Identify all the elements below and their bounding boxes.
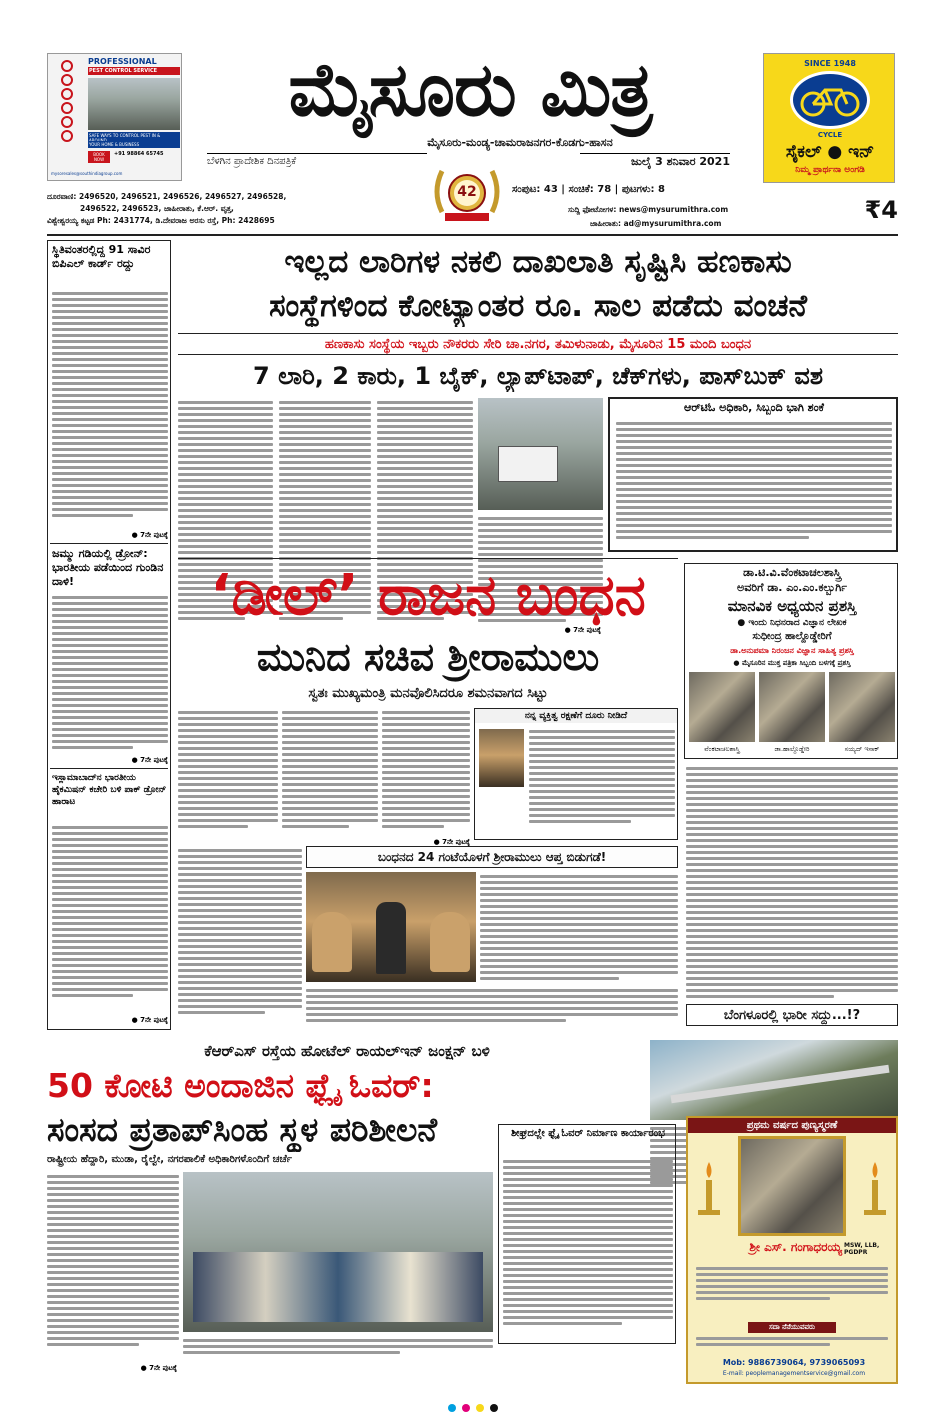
color-registration-bar <box>350 1404 595 1412</box>
obit-name: ಶ್ರೀ ಎಸ್. ಗಂಗಾಧರಯ್ಯ <box>749 1240 842 1254</box>
masthead-phones-1: ದೂರವಾಣಿ: 2496520, 2496521, 2496526, 2496527, 2496528, <box>47 192 287 201</box>
flyover-inspection-photo <box>183 1172 493 1332</box>
volume-info: ಸಂಪುಟ: 43 | ಸಂಚಿಕೆ: 78 | ಪುಟಗಳು: 8 <box>512 184 665 195</box>
deal-body-col2 <box>282 708 378 838</box>
no-pest-icon <box>61 130 73 142</box>
quote-headline: ನನ್ನ ವ್ಯಕ್ತಿತ್ವ ರಕ್ಷಣೆಗೆ ದೂರು ನೀಡಿದೆ <box>475 709 677 723</box>
rto-body <box>616 419 892 547</box>
drone-story-body <box>52 593 168 755</box>
flyover-sidebar <box>498 1124 676 1344</box>
award-line1: ಡಾ.ಟಿ.ವಿ.ವೆಂಕಟಾಚಲಶಾಸ್ತ್ರಿ <box>743 566 841 579</box>
quote-box <box>474 708 678 840</box>
lead-strap: ಹಣಕಾಸು ಸಂಸ್ಥೆಯ ಇಬ್ಬರು ನೌಕರರು ಸೇರಿ ಚಾ.ನಗರ, ತಮಿಳುನಾಡು, ಮೈಸೂರಿನ 15 ಮಂದಿ ಬಂಧನ <box>178 333 898 355</box>
anniversary-number: 42 <box>457 184 477 200</box>
lamp-left-icon <box>694 1158 724 1218</box>
caption-haldoddari: ಡಾ.ಹಾಲ್ದೊಡ್ಡೇರಿ <box>774 745 810 753</box>
flyover-headline-2: ಸಂಸದ ಪ್ರತಾಪ್‌ಸಿಂಹ ಸ್ಥಳ ಪರಿಶೀಲನೆ <box>47 1110 438 1149</box>
award-line4: ● ಇಂದು ನಿಧನರಾದ ವಿಜ್ಞಾನ ಲೇಖಕ <box>737 618 847 628</box>
flyover-headline-1: 50 ಕೋಟಿ ಅಂದಾಜಿನ ಫ್ಲೈ ಓವರ್: <box>47 1066 434 1105</box>
ad-line1: SAFE WAYS TO CONTROL PEST IN & <box>88 132 180 144</box>
rto-sidebar <box>608 397 898 552</box>
pest-control-ad[interactable] <box>47 53 182 181</box>
lead-headline-2: ಸಂಸ್ಥೆಗಳಿಂದ ಕೋಟ್ಯಾಂತರ ರೂ. ಸಾಲ ಪಡೆದು ವಂಚನೆ <box>269 288 807 324</box>
obit-family <box>696 1334 888 1354</box>
pak-drone-story-body <box>52 823 168 1013</box>
venkatachala-photo <box>689 672 755 742</box>
obit-email: E-mail: peoplemanagementservice@gmail.com <box>722 1370 866 1377</box>
deal-body-col1 <box>178 708 278 838</box>
person-shape <box>376 902 406 974</box>
caption-venkatachala: ವೆಂಕಟಾಚಲಶಾಸ್ತ್ರಿ <box>704 745 740 753</box>
flyover-body-col1 <box>47 1172 179 1362</box>
award-box <box>684 563 898 759</box>
left-rule-1 <box>50 543 168 544</box>
drone-headline: ಜಮ್ಮು ಗಡಿಯಲ್ಲಿ ಡ್ರೋನ್: ಭಾರತೀಯ ಪಡೆಯಿಂದ ಗುಂಡಿನ ದಾಳಿ! <box>52 547 164 588</box>
masthead-rule <box>47 234 898 236</box>
price: ₹4 <box>864 196 898 224</box>
bicycle-icon <box>793 74 867 126</box>
rto-headline: ಆರ್‌ಟಿಓ ಅಧಿಕಾರಿ, ಸಿಬ್ಬಂದಿ ಭಾಗಿ ಶಂಕೆ <box>684 401 824 414</box>
ad-phone: +91 98864 65745 <box>114 151 164 157</box>
award-body <box>686 764 898 1000</box>
flyover-photo-caption <box>183 1336 493 1360</box>
sriramulu-aide-photo <box>479 729 524 787</box>
left-rule-2 <box>50 768 168 769</box>
flyover-strap: ರಾಷ್ಟ್ರೀಯ ಹೆದ್ದಾರಿ, ಮುಡಾ, ರೈಲ್ವೇ, ನಗರಪಾಲಿಕೆ ಅಧಿಕಾರಿಗಳೊಂದಿಗೆ ಚರ್ಚೆ <box>47 1154 292 1165</box>
flyover-side-headline: ಶೀಘ್ರದಲ್ಲೇ ಫ್ಲೈ ಓವರ್ ನಿರ್ಮಾಣ ಕಾರ್ಯಾರಂಭ <box>511 1128 665 1139</box>
caption-syed: ಸಯ್ಯದ್ ಇಸಾಕ್ <box>844 745 880 753</box>
black-dot-icon <box>490 1404 498 1412</box>
cycle-since: SINCE 1948 <box>804 59 856 68</box>
lead-sub: 7 ಲಾರಿ, 2 ಕಾರು, 1 ಬೈಕ್, ಲ್ಯಾಪ್‌ಟಾಪ್, ಚೆಕ್‌ಗಳು, ಪಾಸ್‌ಬುಕ್ ವಶ <box>253 362 823 390</box>
masthead-regions: ಮೈಸೂರು-ಮಂಡ್ಯ-ಚಾಮರಾಜನಗರ-ಕೊಡಗು-ಹಾಸನ <box>427 136 613 149</box>
lead-photo-jeep <box>478 398 603 510</box>
release-body-col1 <box>480 872 678 982</box>
yellow-dot-icon <box>476 1404 484 1412</box>
lamp-right-icon <box>860 1158 890 1218</box>
ad-subtitle: PEST CONTROL SERVICE <box>88 67 180 75</box>
cycle-label: CYCLE <box>817 131 843 139</box>
masthead-tagline: ಬೆಳಗಿನ ಪ್ರಾದೇಶಿಕ ದಿನಪತ್ರಿಕೆ <box>207 153 427 167</box>
pak-continued: ● 7ನೇ ಪುಟಕ್ಕೆ <box>131 1016 168 1024</box>
bpl-headline: ಸ್ಥಿತಿವಂತರಲ್ಲಿದ್ದ 91 ಸಾವಿರ ಬಿಪಿಎಲ್ ಕಾರ್ಡ್ ರದ್ದು <box>52 243 151 270</box>
cyan-dot-icon <box>448 1404 456 1412</box>
deal-strap: ಸ್ವತಃ ಮುಖ್ಯಮಂತ್ರಿ ಮನವೊಲಿಸಿದರೂ ಶಮನವಾಗದ ಸಿಟ್ಟು <box>308 686 548 701</box>
drone-continued: ● 7ನೇ ಪುಟಕ್ಕೆ <box>131 756 168 764</box>
no-pest-icon <box>61 102 73 114</box>
anniversary-emblem <box>428 157 506 227</box>
ad-email: mysoresales@southindiagroup.com <box>51 171 123 176</box>
syed-isaq-photo <box>829 672 895 742</box>
ad-line2: YOUR HOME & BUSINESS <box>88 141 180 148</box>
award-line7: ● ಮೈಸೂರಿನ ಮುಕ್ತ ಪತ್ರಿಕಾ ಸಿಬ್ಬಂದಿ ಬಳಗಕ್ಕೆ ಪ್ರಶಸ್ತಿ <box>733 659 851 667</box>
officials-group-shape <box>193 1252 483 1322</box>
masthead-date: ಜುಲೈ 3 ಶನಿವಾರ 2021 <box>580 153 730 169</box>
award-line3: ಮಾನವಿಕ ಅಧ್ಯಯನ ಪ್ರಶಸ್ತಿ <box>727 597 857 615</box>
deal-sub: ಮುನಿದ ಸಚಿವ ಶ್ರೀರಾಮುಲು <box>256 635 600 679</box>
lion-statue-shape <box>312 912 352 972</box>
obit-footer: ಸದಾ ನೆನೆಯುವವರು <box>748 1322 836 1333</box>
book-now-button[interactable]: BOOK NOW <box>88 151 110 163</box>
masthead-phones-3: ವಿಶ್ವೇಶ್ವರಯ್ಯ ಕಟ್ಟಡ Ph: 2431774, ಡಿ.ದೇವರಾಜ ಅರಸು ರಸ್ತೆ, Ph: 2428695 <box>47 216 275 225</box>
flyover-aerial-photo <box>650 1040 898 1120</box>
release-photo-lions <box>306 872 476 982</box>
cycle-brand: ಸೈಕಲ್ ● ಇನ್ <box>785 142 875 162</box>
obit-title: ಪ್ರಥಮ ವರ್ಷದ ಪುಣ್ಯಸ್ಮರಣೆ <box>688 1118 896 1133</box>
deal-body-col3 <box>382 708 470 838</box>
release-body-col2 <box>306 986 678 1026</box>
release-headline: ಬಂಧನದ 24 ಗಂಟೆಯೊಳಗೆ ಶ್ರೀರಾಮುಲು ಆಪ್ತ ಬಿಡುಗಡೆ! <box>377 850 607 864</box>
ad-title: PROFESSIONAL <box>88 57 157 66</box>
issue: ಸಂಚಿಕೆ: 78 <box>568 184 612 195</box>
ad-email-line: ಜಾಹೀರಾತು: ad@mysurumithra.com <box>590 219 722 228</box>
masthead-phones-2: 2496522, 2496523, ಜಾಹೀರಾತು, ಕೆ.ಆರ್. ವೃತ್ತ, <box>80 204 234 213</box>
masthead-title: ಮೈಸೂರು ಮಿತ್ರ <box>288 47 652 133</box>
flyover-road-shape <box>671 1065 890 1104</box>
bpl-continued: ● 7ನೇ ಪುಟಕ್ಕೆ <box>131 531 168 539</box>
deal-body-col4 <box>178 846 302 1028</box>
haldoddari-photo <box>759 672 825 742</box>
bengaluru-headline: ಬೆಂಗಳೂರಲ್ಲಿ ಭಾರೀ ಸದ್ದು...!? <box>686 1004 898 1026</box>
jeep-shape <box>498 446 558 482</box>
no-pest-icon <box>61 60 73 72</box>
lion-statue-shape <box>430 912 470 972</box>
cycle-logo-icon <box>790 71 870 129</box>
pest-worker-photo <box>88 78 180 130</box>
award-line5: ಸುಧೀಂದ್ರ ಹಾಲ್ದೊಡ್ಡೇರಿಗೆ <box>752 631 832 642</box>
lead-continued: ● 7ನೇ ಪುಟಕ್ಕೆ <box>564 626 601 634</box>
quote-body <box>529 727 675 839</box>
deal-headline: ‘ಡೀಲ್’ ರಾಜನ ಬಂಧನ <box>210 563 646 628</box>
deal-continued: ● 7ನೇ ಪುಟಕ್ಕೆ <box>433 838 470 846</box>
flyover-side-body <box>503 1157 673 1341</box>
bpl-story-body <box>52 289 168 533</box>
left-column <box>47 240 171 1030</box>
cycle-ad[interactable] <box>763 53 895 183</box>
award-line2: ಅವರಿಗೆ ಡಾ. ಎಂ.ಎಂ.ಕಲ್ಬುರ್ಗಿ <box>736 581 847 594</box>
no-pest-icon <box>61 74 73 86</box>
no-pest-icon <box>61 88 73 100</box>
pest-icons <box>51 58 83 168</box>
volume: ಸಂಪುಟ: 43 <box>512 184 558 195</box>
release-box <box>306 846 678 868</box>
obit-degrees: MSW, LLB, PGDPR <box>844 1242 880 1256</box>
obit-body <box>696 1264 888 1320</box>
cycle-tag: ನಿಮ್ಮ ಪ್ರಾರ್ಥನಾ ಅಂಗಡಿ <box>795 165 865 175</box>
flyover-continued: ● 7ನೇ ಪುಟಕ್ಕೆ <box>140 1364 177 1372</box>
magenta-dot-icon <box>462 1404 470 1412</box>
flyover-kicker: ಕೆಆರ್‌ಎಸ್ ರಸ್ತೆಯ ಹೋಟೆಲ್ ರಾಯಲ್‌ಇನ್ ಜಂಕ್ಷನ್ ಬಳಿ <box>204 1042 490 1060</box>
obituary-ad[interactable] <box>686 1116 898 1384</box>
pak-drone-headline: ಇಸ್ಲಾಮಾಬಾದ್‌ನ ಭಾರತೀಯ ಹೈಕಮಿಷನ್ ಕಚೇರಿ ಬಳಿ ಪಾಕ್ ಡ್ರೋನ್ ಹಾರಾಟ <box>52 773 167 807</box>
news-email: ಸುದ್ದಿ ಫೋಟೋಗಳ: news@mysurumithra.com <box>568 205 729 214</box>
obit-mobile: Mob: 9886739064, 9739065093 <box>722 1358 866 1367</box>
pages: ಪುಟಗಳು: 8 <box>621 184 665 195</box>
lead-headline-1: ಇಲ್ಲದ ಲಾರಿಗಳ ನಕಲಿ ದಾಖಲಾತಿ ಸೃಷ್ಟಿಸಿ ಹಣಕಾಸು <box>284 244 792 280</box>
gangadharaiah-photo <box>738 1136 846 1236</box>
deal-rule <box>178 558 678 559</box>
no-pest-icon <box>61 116 73 128</box>
award-line6: ಡಾ.ಅನುಪಮಾ ನಿರಂಜನ ವಿಜ್ಞಾನ ಸಾಹಿತ್ಯ ಪ್ರಶಸ್ತಿ <box>730 646 854 655</box>
